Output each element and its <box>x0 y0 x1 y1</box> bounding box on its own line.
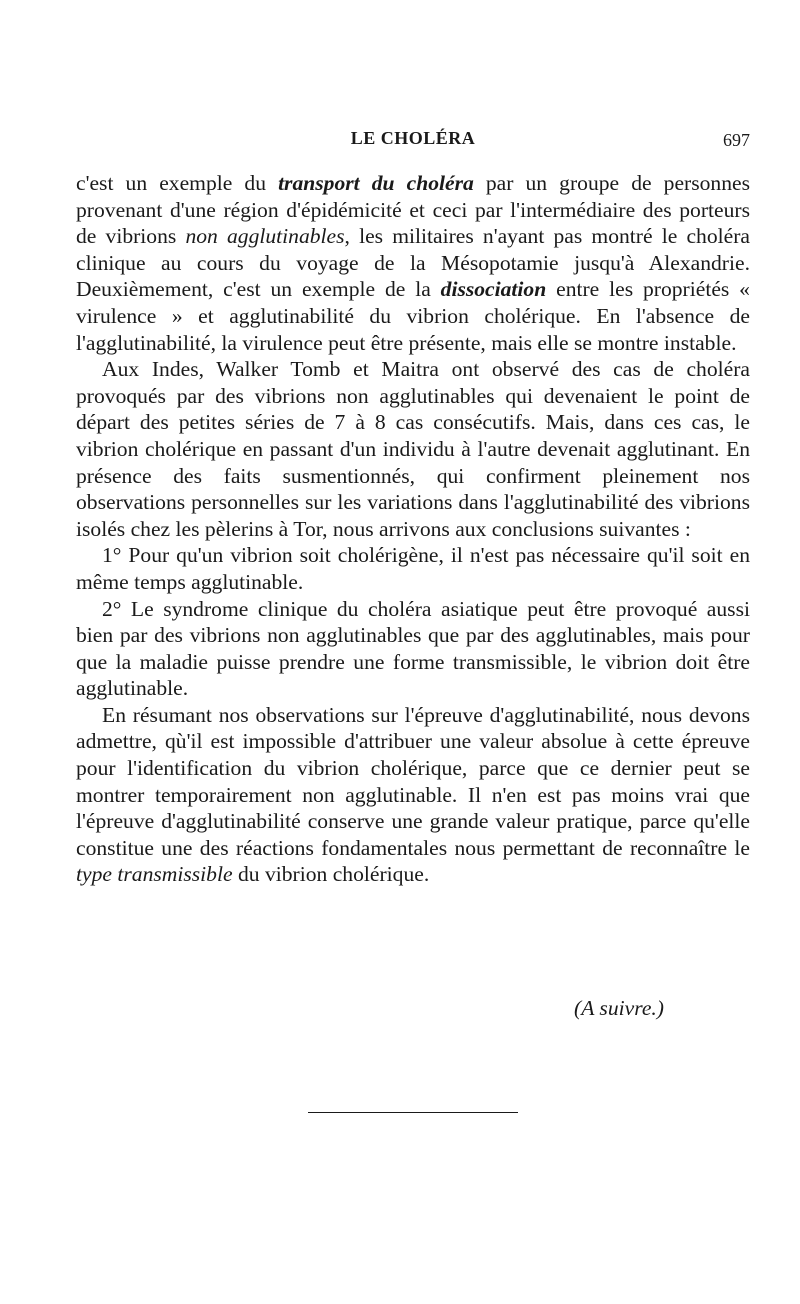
body-text <box>76 170 750 888</box>
to-follow-text: (A suivre.) <box>574 996 664 1020</box>
text-run: , les militaires n'ayant pas montré le choléra clinique au cours du voyage de la Mésopotamie jusqu'à Alexandrie. Deuxièmement, c'est un exemple de la <box>76 224 750 302</box>
paragraph-5 <box>76 702 750 888</box>
text-run: c'est un exemple du <box>76 171 279 195</box>
page-number: 697 <box>723 130 750 150</box>
running-title: LE CHOLÉRA <box>350 128 476 148</box>
page <box>76 0 750 1304</box>
paragraph-3: 1° Pour qu'un vibrion soit cholérigène, il n'est pas nécessaire qu'il soit en même temps agglutinable. <box>76 543 750 594</box>
paragraph-2: Aux Indes, Walker Tomb et Maitra ont observé des cas de choléra provoqués par des vibrions non agglutinables qui devenaient le point de départ des petites séries de 7 à 8 cas consécutifs. Mais, dans ces cas, le vibrion cholérique en passant d'un individu à l'autre devenait agglutinant. En présence des faits susmentionnés, qui confirment pleinement nos observations personnelles sur les variations dans l'agglutinabilité des vibrions isolés chez les pèlerins à Tor, nous arrivons aux conclusions suivantes : <box>76 357 750 541</box>
end-rule <box>308 1112 518 1113</box>
paragraph-4: 2° Le syndrome clinique du choléra asiatique peut être provoqué aussi bien par des vibrions non agglutinables que par des agglutinables, mais pour que la maladie puisse prendre une forme transmissible, le vibrion doit être agglutinable. <box>76 596 750 701</box>
paragraph-1 <box>76 170 750 356</box>
text-run: En résumant nos observations sur l'épreuve d'agglutinabilité, nous devons admettre, qù'il est impossible d'attribuer une valeur absolue à cette épreuve pour l'identification du vibrion cholérique, parce que ce dernier peut se montrer temporairement non agglutinable. Il n'en est pas moins vrai que l'épreuve d'agglutinabilité conserve une grande valeur pratique, parce qu'elle constitue une des réactions fondamentales nous permettant de reconnaître le <box>76 702 750 860</box>
text-run: par un groupe de personnes provenant d'une région d'épidémicité et ceci par l'intermédiaire des porteurs de vibrions <box>76 171 750 249</box>
text-run: du vibrion cholérique. <box>232 862 430 887</box>
emphasis-text: dissociation <box>440 277 547 302</box>
emphasis-text: non agglutinables <box>185 224 345 249</box>
emphasis-text: transport du choléra <box>278 171 474 195</box>
text-run: entre les propriétés « virulence » et agglutinabilité du vibrion cholérique. En l'absence de l'agglutinabilité, la virulence peut être présente, mais elle se montre instable. <box>76 277 750 355</box>
emphasis-text: type transmissible <box>76 862 233 887</box>
running-head <box>76 128 750 154</box>
to-follow-note <box>574 996 664 1021</box>
